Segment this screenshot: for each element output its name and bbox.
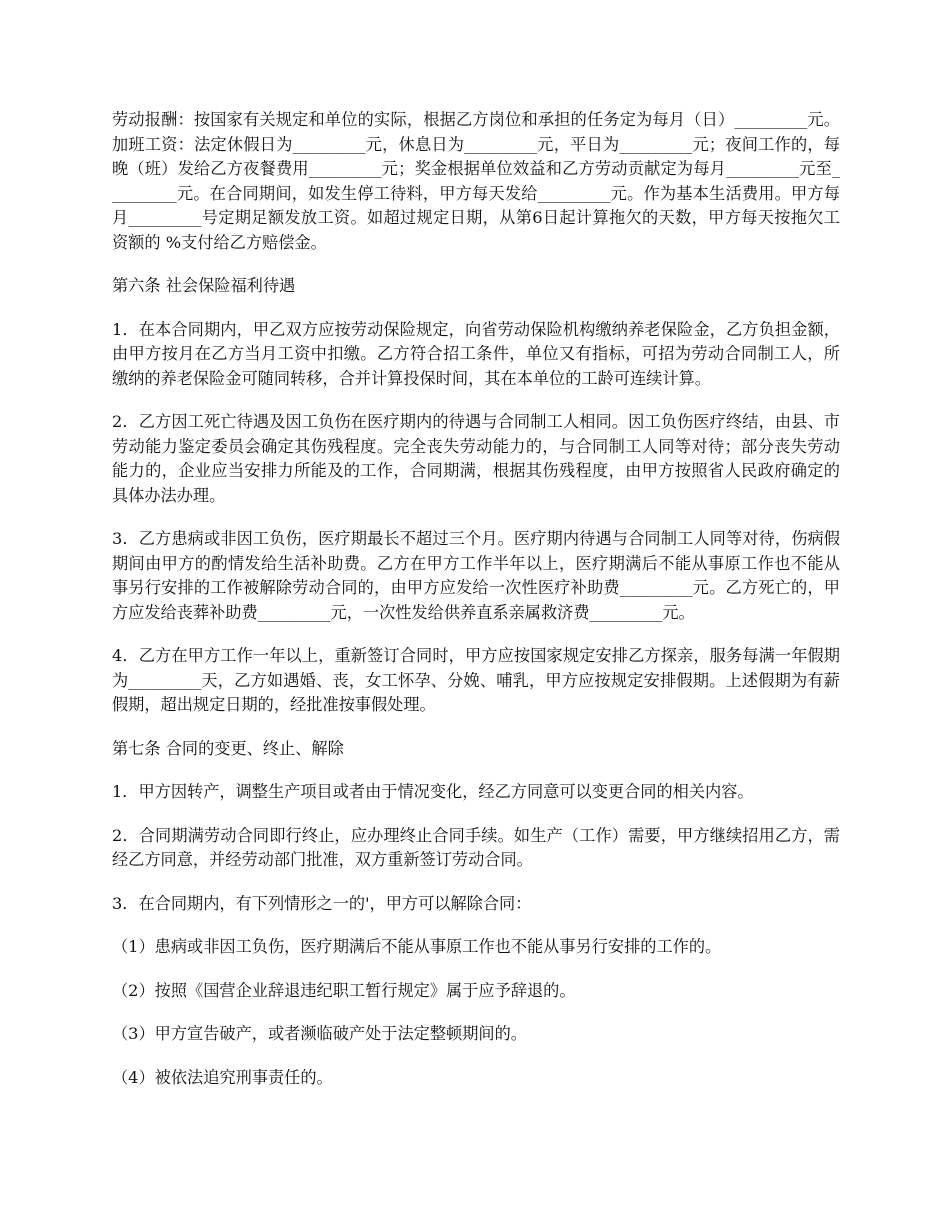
- list-item-7-3-3: （3）甲方宣告破产，或者濒临破产处于法定整顿期间的。: [112, 1024, 527, 1043]
- list-item-7-3-2: （2）按照《国营企业辞退违纪职工暂行规定》属于应予辞退的。: [112, 980, 576, 1000]
- paragraph-6-4: 4．乙方在甲方工作一年以上，重新签订合同时，甲方应按国家规定安排乙方探亲，服务每满一年假期为_________天，乙方如遇婚、丧，女工怀孕、分娩、哺乳，甲方应按规定安排假期。上述假期为有薪假期，超出规定日期的，经批准按事假处理。: [112, 646, 840, 714]
- paragraph-6-1: 1．在本合同期内，甲乙双方应按劳动保险规定，向省劳动保险机构缴纳养老保险金，乙方负担金额，由甲方按月在乙方当月工资中扣缴。乙方符合招工条件，单位又有指标，可招为劳动合同制工人，所缴纳的养老保险金可随同转移，合并计算投保时间，其在本单位的工龄可连续计算。: [112, 319, 840, 388]
- paragraph-7-1: 1．甲方因转产，调整生产项目或者由于情况变化，经乙方同意可以变更合同的相关内容。: [112, 782, 754, 801]
- paragraph-6-3: 3．乙方患病或非因工负伤，医疗期最长不超过三个月。医疗期内待遇与合同制工人同等对待，伤病假期间由甲方的酌情发给生活补助费。乙方在甲方工作半年以上，医疗期满后不能从事原工作也不能从事另行安排的工作被解除劳动合同的，由甲方应发给一次性医疗补助费_________元。乙方死亡的，甲方应发给丧葬补助费_________元，一次性发给供养直系亲属救济费_________元。: [112, 529, 840, 622]
- section-heading-article-7: 第七条 合同的变更、终止、解除: [112, 738, 344, 758]
- paragraph-6-2: 2．乙方因工死亡待遇及因工负伤在医疗期内的待遇与合同制工人相同。因工负伤医疗终结，由县、市劳动能力鉴定委员会确定其伤残程度。完全丧失劳动能力的，与合同制工人同等对待；部分丧失劳动能力的，企业应当安排力所能及的工作，合同期满，根据其伤残程度，由甲方按照省人民政府确定的具体办法办理。: [112, 412, 840, 505]
- paragraph-7-3: 3．在合同期内，有下列情形之一的'，甲方可以解除合同：: [112, 893, 532, 913]
- paragraph-7-2: 2．合同期满劳动合同即行终止，应办理终止合同手续。如生产（工作）需要，甲方继续招用乙方，需经乙方同意，并经劳动部门批准，双方重新签订劳动合同。: [112, 825, 840, 869]
- paragraph-remuneration: 劳动报酬：按国家有关规定和单位的实际，根据乙方岗位和承担的任务定为每月（日）_________元。加班工资：法定休假日为_________元，休息日为_________元，平日为_________元；夜间工作的，每晚（班）发给乙方夜餐费用_________元；奖金根据单位效益和乙方劳动贡献定为每月_________元至_________元。在合同期间，如发生停工待料，甲方每天发给_________元。作为基本生活费用。甲方每月_________号定期足额发放工资。如超过规定日期，从第6日起计算拖欠的天数，甲方每天按拖欠工资额的 %支付给乙方赔偿金。: [112, 110, 840, 252]
- list-item-7-3-1: （1）患病或非因工负伤，医疗期满后不能从事原工作也不能从事另行安排的工作的。: [112, 937, 722, 956]
- section-heading-article-6: 第六条 社会保险福利待遇: [112, 276, 296, 295]
- document-page: [112, 108, 840, 1109]
- list-item-7-3-4: （4）被依法追究刑事责任的。: [112, 1067, 333, 1087]
